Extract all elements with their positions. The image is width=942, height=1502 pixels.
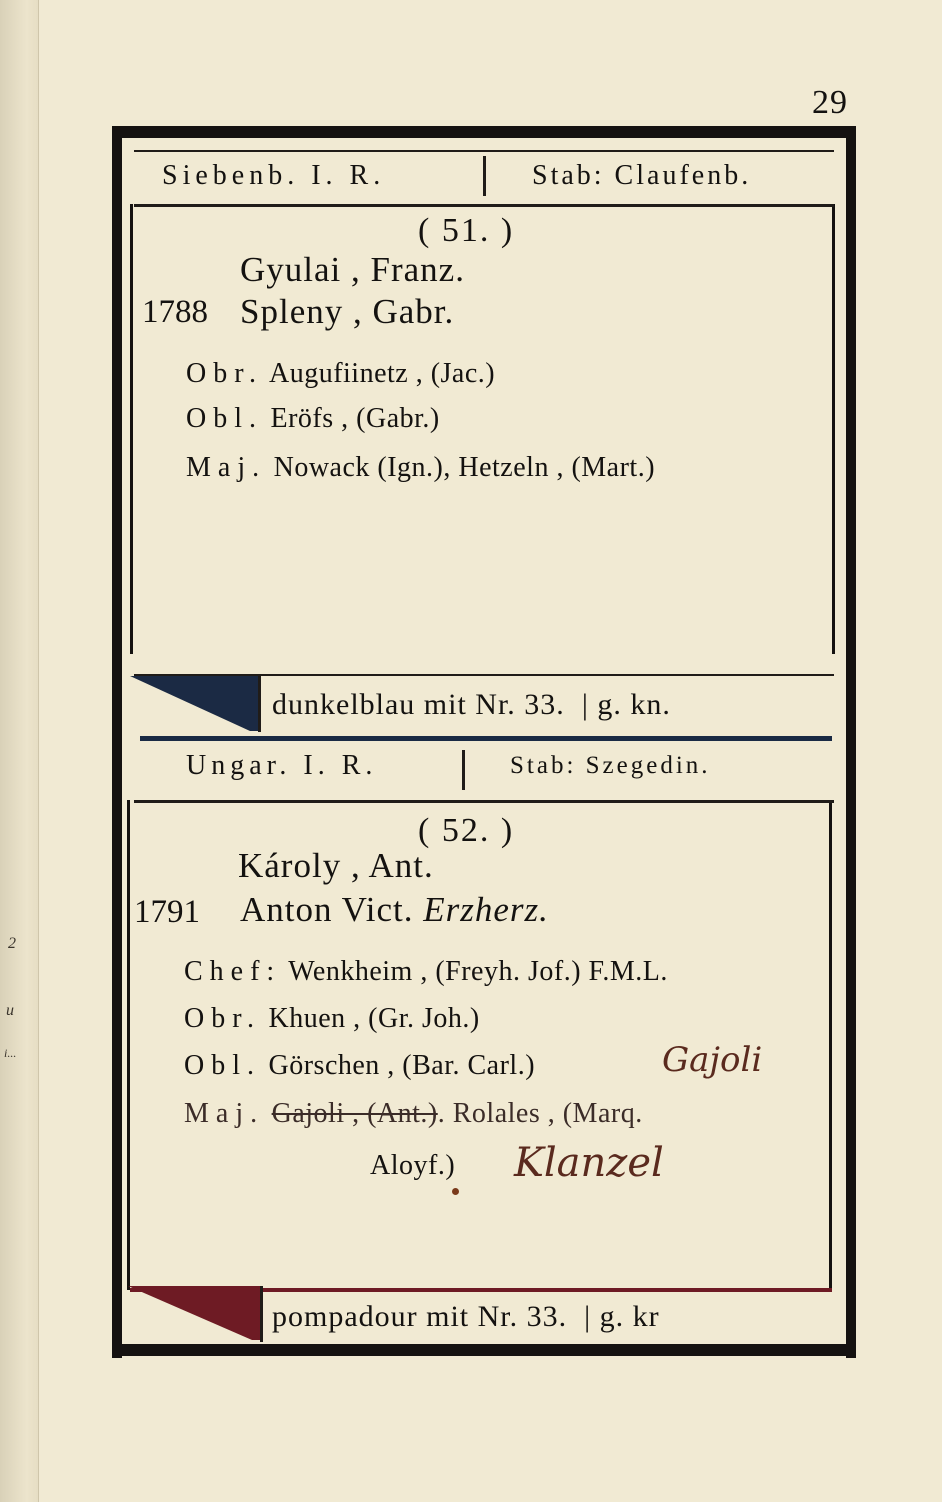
owner-name: Károly , Ant. (238, 846, 434, 885)
year: 1791 (134, 894, 200, 930)
year: 1788 (142, 294, 208, 330)
header-rule (134, 204, 834, 207)
margin-note: u (6, 1002, 14, 1019)
margin-note: i... (4, 1046, 17, 1060)
officer-line: Obr. Khuen , (Gr. Joh.) (184, 1003, 480, 1034)
regiment-number: ( 52. ) (418, 812, 515, 849)
frame-border (130, 204, 133, 654)
frame-border (829, 800, 832, 1290)
margin-note: 2 (8, 935, 16, 952)
uniform-description: pompadour mit Nr. 33. | g. kr (272, 1300, 660, 1333)
header-rule (134, 800, 834, 803)
frame-border (832, 204, 835, 654)
second-owner: Spleny , Gabr. (240, 292, 455, 331)
officer-line: Chef: Wenkheim , (Freyh. Jof.) F.M.L. (184, 956, 668, 987)
officer-line: Obr. Augufiinetz , (Jac.) (186, 358, 496, 389)
officer-line: Obl. Görschen , (Bar. Carl.) (184, 1050, 536, 1081)
officer-line: Maj. Nowack (Ign.), Hetzeln , (Mart.) (186, 452, 656, 483)
regiment-name: Ungar. I. R. (186, 750, 378, 781)
strip-divider (260, 1286, 263, 1342)
frame-border (118, 1344, 854, 1356)
ink-dot (452, 1188, 459, 1195)
staff-location: Stab: Claufenb. (532, 160, 752, 191)
strip-divider (258, 676, 261, 732)
header-rule (134, 150, 834, 152)
color-underline (140, 736, 832, 741)
handwritten-annotation: Klanzel (514, 1140, 664, 1186)
officer-line-continuation: Aloyf.) (370, 1150, 456, 1181)
frame-border (118, 126, 854, 138)
facing-page-edge (0, 0, 39, 1502)
regiment-number: ( 51. ) (418, 212, 515, 249)
owner-name: Gyulai , Franz. (240, 250, 465, 289)
frame-border (112, 126, 122, 1358)
page-number: 29 (812, 84, 848, 121)
uniform-color-swatch (130, 676, 262, 732)
regiment-name: Siebenb. I. R. (162, 160, 386, 191)
uniform-color-swatch (128, 1286, 264, 1342)
staff-location: Stab: Szegedin. (510, 752, 711, 779)
uniform-description: dunkelblau mit Nr. 33. | g. kn. (272, 688, 671, 721)
header-divider (483, 156, 486, 196)
frame-border (846, 126, 856, 1358)
header-divider (462, 750, 465, 790)
handwritten-annotation: Gajoli (662, 1040, 763, 1080)
second-owner: Anton Vict. Erzherz. (240, 890, 549, 929)
officer-line: Obl. Eröfs , (Gabr.) (186, 403, 440, 434)
officer-line: Maj. Gajoli , (Ant.). Rolales , (Marq. (184, 1098, 643, 1129)
frame-border (127, 800, 130, 1290)
